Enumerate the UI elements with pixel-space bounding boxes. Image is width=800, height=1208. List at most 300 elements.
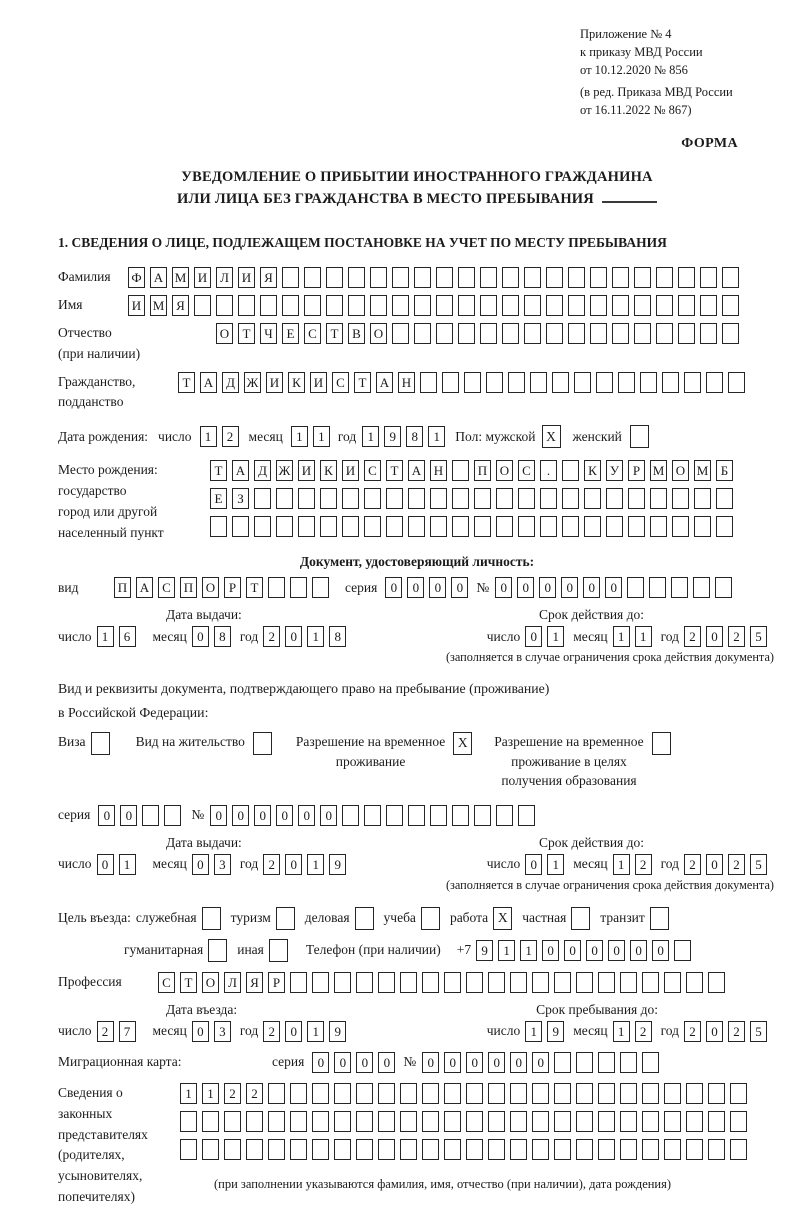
char-cell[interactable] bbox=[694, 488, 711, 509]
char-cell[interactable] bbox=[546, 295, 563, 316]
char-cell[interactable]: 9 bbox=[329, 1021, 346, 1042]
char-cell[interactable]: Л bbox=[216, 267, 233, 288]
char-cell[interactable]: О bbox=[496, 460, 513, 481]
char-cell[interactable]: С bbox=[364, 460, 381, 481]
char-cell[interactable]: 2 bbox=[728, 854, 745, 875]
char-cell[interactable]: Ф bbox=[128, 267, 145, 288]
char-cell[interactable] bbox=[254, 488, 271, 509]
char-cell[interactable]: 0 bbox=[210, 805, 227, 826]
char-cell[interactable]: О bbox=[370, 323, 387, 344]
char-cell[interactable]: 0 bbox=[561, 577, 578, 598]
char-cell[interactable]: И bbox=[342, 460, 359, 481]
char-cell[interactable] bbox=[510, 1083, 527, 1104]
char-cell[interactable]: Т bbox=[246, 577, 263, 598]
char-cell[interactable]: К bbox=[584, 460, 601, 481]
char-cell[interactable] bbox=[312, 1139, 329, 1160]
char-cell[interactable]: Д bbox=[254, 460, 271, 481]
char-cell[interactable]: 9 bbox=[547, 1021, 564, 1042]
char-cell[interactable] bbox=[634, 295, 651, 316]
char-cell[interactable] bbox=[378, 972, 395, 993]
char-cell[interactable]: М bbox=[150, 295, 167, 316]
char-cell[interactable] bbox=[408, 516, 425, 537]
char-cell[interactable]: С bbox=[518, 460, 535, 481]
char-cell[interactable] bbox=[466, 972, 483, 993]
char-cell[interactable]: 3 bbox=[214, 1021, 231, 1042]
char-cell[interactable]: 2 bbox=[684, 1021, 701, 1042]
char-cell[interactable] bbox=[706, 372, 723, 393]
char-cell[interactable] bbox=[312, 1111, 329, 1132]
char-cell[interactable]: Т bbox=[210, 460, 227, 481]
char-cell[interactable] bbox=[620, 1083, 637, 1104]
char-cell[interactable] bbox=[678, 323, 695, 344]
char-cell[interactable]: 0 bbox=[542, 940, 559, 961]
char-cell[interactable]: 2 bbox=[222, 426, 239, 447]
char-cell[interactable] bbox=[664, 1083, 681, 1104]
char-cell[interactable] bbox=[693, 577, 710, 598]
char-cell[interactable] bbox=[650, 488, 667, 509]
char-cell[interactable] bbox=[488, 1111, 505, 1132]
char-cell[interactable] bbox=[620, 972, 637, 993]
char-cell[interactable]: 0 bbox=[564, 940, 581, 961]
char-cell[interactable] bbox=[620, 1111, 637, 1132]
char-cell[interactable]: 1 bbox=[547, 854, 564, 875]
char-cell[interactable] bbox=[532, 1111, 549, 1132]
char-cell[interactable] bbox=[452, 460, 469, 481]
char-cell[interactable]: 0 bbox=[495, 577, 512, 598]
char-cell[interactable]: Т bbox=[180, 972, 197, 993]
char-cell[interactable] bbox=[546, 267, 563, 288]
char-cell[interactable]: 1 bbox=[613, 626, 630, 647]
char-cell[interactable] bbox=[232, 516, 249, 537]
char-cell[interactable] bbox=[524, 323, 541, 344]
char-cell[interactable] bbox=[628, 488, 645, 509]
char-cell[interactable] bbox=[466, 1111, 483, 1132]
char-cell[interactable] bbox=[474, 805, 491, 826]
char-cell[interactable] bbox=[364, 516, 381, 537]
char-cell[interactable] bbox=[678, 267, 695, 288]
char-cell[interactable] bbox=[554, 972, 571, 993]
char-cell[interactable] bbox=[488, 972, 505, 993]
char-cell[interactable] bbox=[282, 267, 299, 288]
char-cell[interactable] bbox=[216, 295, 233, 316]
char-cell[interactable] bbox=[320, 488, 337, 509]
char-cell[interactable] bbox=[612, 323, 629, 344]
char-cell[interactable] bbox=[342, 488, 359, 509]
female-checkbox[interactable] bbox=[630, 425, 649, 448]
char-cell[interactable]: Т bbox=[238, 323, 255, 344]
char-cell[interactable] bbox=[620, 1052, 637, 1073]
char-cell[interactable] bbox=[422, 1111, 439, 1132]
char-cell[interactable] bbox=[488, 1083, 505, 1104]
char-cell[interactable]: 1 bbox=[313, 426, 330, 447]
char-cell[interactable]: 0 bbox=[276, 805, 293, 826]
char-cell[interactable]: И bbox=[238, 267, 255, 288]
char-cell[interactable] bbox=[420, 372, 437, 393]
purpose-turizm-checkbox[interactable] bbox=[276, 907, 295, 930]
char-cell[interactable] bbox=[334, 1111, 351, 1132]
char-cell[interactable]: П bbox=[114, 577, 131, 598]
char-cell[interactable] bbox=[356, 972, 373, 993]
char-cell[interactable]: 0 bbox=[312, 1052, 329, 1073]
char-cell[interactable]: 0 bbox=[356, 1052, 373, 1073]
char-cell[interactable]: 0 bbox=[630, 940, 647, 961]
char-cell[interactable] bbox=[574, 372, 591, 393]
char-cell[interactable] bbox=[627, 577, 644, 598]
char-cell[interactable]: 0 bbox=[608, 940, 625, 961]
char-cell[interactable] bbox=[442, 372, 459, 393]
char-cell[interactable] bbox=[606, 488, 623, 509]
char-cell[interactable]: А bbox=[408, 460, 425, 481]
char-cell[interactable] bbox=[392, 295, 409, 316]
char-cell[interactable] bbox=[238, 295, 255, 316]
char-cell[interactable]: 0 bbox=[385, 577, 402, 598]
char-cell[interactable] bbox=[618, 372, 635, 393]
char-cell[interactable] bbox=[562, 488, 579, 509]
char-cell[interactable] bbox=[436, 323, 453, 344]
char-cell[interactable] bbox=[532, 1139, 549, 1160]
char-cell[interactable]: 0 bbox=[652, 940, 669, 961]
char-cell[interactable] bbox=[458, 323, 475, 344]
char-cell[interactable] bbox=[656, 295, 673, 316]
char-cell[interactable]: Т bbox=[386, 460, 403, 481]
char-cell[interactable]: 1 bbox=[428, 426, 445, 447]
char-cell[interactable] bbox=[364, 805, 381, 826]
char-cell[interactable] bbox=[356, 1083, 373, 1104]
char-cell[interactable] bbox=[246, 1139, 263, 1160]
char-cell[interactable] bbox=[554, 1083, 571, 1104]
char-cell[interactable]: И bbox=[310, 372, 327, 393]
char-cell[interactable]: 2 bbox=[97, 1021, 114, 1042]
char-cell[interactable] bbox=[700, 295, 717, 316]
char-cell[interactable] bbox=[722, 295, 739, 316]
char-cell[interactable] bbox=[164, 805, 181, 826]
char-cell[interactable] bbox=[458, 295, 475, 316]
char-cell[interactable]: 0 bbox=[98, 805, 115, 826]
purpose-inaya-checkbox[interactable] bbox=[269, 939, 288, 962]
char-cell[interactable] bbox=[464, 372, 481, 393]
char-cell[interactable] bbox=[730, 1139, 747, 1160]
char-cell[interactable]: 1 bbox=[307, 626, 324, 647]
char-cell[interactable] bbox=[210, 516, 227, 537]
char-cell[interactable]: 0 bbox=[378, 1052, 395, 1073]
char-cell[interactable] bbox=[554, 1139, 571, 1160]
char-cell[interactable] bbox=[290, 577, 307, 598]
char-cell[interactable]: 7 bbox=[119, 1021, 136, 1042]
char-cell[interactable] bbox=[480, 295, 497, 316]
char-cell[interactable] bbox=[612, 267, 629, 288]
char-cell[interactable]: Р bbox=[224, 577, 241, 598]
char-cell[interactable] bbox=[342, 516, 359, 537]
char-cell[interactable] bbox=[598, 1111, 615, 1132]
char-cell[interactable] bbox=[268, 577, 285, 598]
char-cell[interactable]: 0 bbox=[232, 805, 249, 826]
char-cell[interactable]: 2 bbox=[728, 626, 745, 647]
char-cell[interactable]: 0 bbox=[583, 577, 600, 598]
char-cell[interactable]: Е bbox=[282, 323, 299, 344]
char-cell[interactable] bbox=[268, 1139, 285, 1160]
char-cell[interactable]: 2 bbox=[684, 854, 701, 875]
char-cell[interactable] bbox=[596, 372, 613, 393]
char-cell[interactable] bbox=[510, 972, 527, 993]
char-cell[interactable] bbox=[290, 972, 307, 993]
char-cell[interactable]: В bbox=[348, 323, 365, 344]
char-cell[interactable] bbox=[716, 516, 733, 537]
char-cell[interactable] bbox=[364, 488, 381, 509]
char-cell[interactable]: 0 bbox=[285, 854, 302, 875]
char-cell[interactable]: М bbox=[650, 460, 667, 481]
char-cell[interactable] bbox=[642, 1052, 659, 1073]
char-cell[interactable] bbox=[246, 1111, 263, 1132]
char-cell[interactable] bbox=[282, 295, 299, 316]
char-cell[interactable] bbox=[496, 805, 513, 826]
char-cell[interactable]: 0 bbox=[706, 1021, 723, 1042]
char-cell[interactable] bbox=[532, 1083, 549, 1104]
char-cell[interactable]: 1 bbox=[307, 1021, 324, 1042]
char-cell[interactable] bbox=[224, 1111, 241, 1132]
char-cell[interactable] bbox=[598, 1083, 615, 1104]
char-cell[interactable] bbox=[400, 1139, 417, 1160]
char-cell[interactable]: О bbox=[202, 972, 219, 993]
char-cell[interactable] bbox=[480, 323, 497, 344]
char-cell[interactable] bbox=[268, 1083, 285, 1104]
char-cell[interactable] bbox=[326, 295, 343, 316]
char-cell[interactable] bbox=[606, 516, 623, 537]
char-cell[interactable]: 0 bbox=[706, 626, 723, 647]
char-cell[interactable]: 0 bbox=[586, 940, 603, 961]
char-cell[interactable] bbox=[730, 1083, 747, 1104]
char-cell[interactable] bbox=[320, 516, 337, 537]
char-cell[interactable]: 0 bbox=[510, 1052, 527, 1073]
char-cell[interactable] bbox=[224, 1139, 241, 1160]
char-cell[interactable] bbox=[628, 516, 645, 537]
char-cell[interactable] bbox=[686, 1111, 703, 1132]
char-cell[interactable] bbox=[590, 267, 607, 288]
char-cell[interactable]: Ж bbox=[276, 460, 293, 481]
char-cell[interactable]: 0 bbox=[407, 577, 424, 598]
char-cell[interactable] bbox=[510, 1111, 527, 1132]
char-cell[interactable]: 0 bbox=[285, 1021, 302, 1042]
char-cell[interactable]: 2 bbox=[635, 1021, 652, 1042]
char-cell[interactable]: Р bbox=[268, 972, 285, 993]
char-cell[interactable]: М bbox=[694, 460, 711, 481]
char-cell[interactable] bbox=[540, 516, 557, 537]
char-cell[interactable] bbox=[722, 323, 739, 344]
char-cell[interactable]: Л bbox=[224, 972, 241, 993]
char-cell[interactable] bbox=[642, 1111, 659, 1132]
char-cell[interactable] bbox=[672, 488, 689, 509]
char-cell[interactable] bbox=[290, 1139, 307, 1160]
char-cell[interactable]: Т bbox=[326, 323, 343, 344]
char-cell[interactable] bbox=[642, 1139, 659, 1160]
char-cell[interactable]: Я bbox=[246, 972, 263, 993]
char-cell[interactable] bbox=[686, 972, 703, 993]
char-cell[interactable] bbox=[260, 295, 277, 316]
char-cell[interactable] bbox=[474, 488, 491, 509]
char-cell[interactable] bbox=[480, 267, 497, 288]
char-cell[interactable]: 1 bbox=[520, 940, 537, 961]
char-cell[interactable] bbox=[568, 323, 585, 344]
char-cell[interactable]: 2 bbox=[684, 626, 701, 647]
char-cell[interactable] bbox=[378, 1139, 395, 1160]
char-cell[interactable] bbox=[640, 372, 657, 393]
residence-permit-checkbox[interactable] bbox=[253, 732, 272, 755]
char-cell[interactable] bbox=[430, 488, 447, 509]
char-cell[interactable] bbox=[298, 488, 315, 509]
purpose-chastnaya-checkbox[interactable] bbox=[571, 907, 590, 930]
char-cell[interactable] bbox=[708, 972, 725, 993]
char-cell[interactable] bbox=[312, 577, 329, 598]
char-cell[interactable] bbox=[304, 267, 321, 288]
char-cell[interactable] bbox=[458, 267, 475, 288]
char-cell[interactable] bbox=[524, 295, 541, 316]
char-cell[interactable]: 0 bbox=[525, 854, 542, 875]
char-cell[interactable] bbox=[620, 1139, 637, 1160]
char-cell[interactable] bbox=[312, 1083, 329, 1104]
char-cell[interactable] bbox=[408, 805, 425, 826]
char-cell[interactable]: 0 bbox=[532, 1052, 549, 1073]
char-cell[interactable]: 0 bbox=[444, 1052, 461, 1073]
char-cell[interactable]: 8 bbox=[329, 626, 346, 647]
char-cell[interactable] bbox=[254, 516, 271, 537]
char-cell[interactable] bbox=[656, 323, 673, 344]
char-cell[interactable]: С bbox=[158, 972, 175, 993]
char-cell[interactable] bbox=[452, 805, 469, 826]
char-cell[interactable] bbox=[436, 295, 453, 316]
char-cell[interactable] bbox=[664, 1111, 681, 1132]
char-cell[interactable] bbox=[590, 323, 607, 344]
char-cell[interactable] bbox=[276, 488, 293, 509]
char-cell[interactable]: 0 bbox=[285, 626, 302, 647]
char-cell[interactable] bbox=[378, 1111, 395, 1132]
char-cell[interactable]: 1 bbox=[362, 426, 379, 447]
char-cell[interactable] bbox=[496, 516, 513, 537]
char-cell[interactable] bbox=[576, 1111, 593, 1132]
char-cell[interactable] bbox=[576, 1052, 593, 1073]
char-cell[interactable] bbox=[708, 1083, 725, 1104]
char-cell[interactable] bbox=[662, 372, 679, 393]
char-cell[interactable] bbox=[430, 516, 447, 537]
char-cell[interactable] bbox=[334, 1083, 351, 1104]
char-cell[interactable] bbox=[326, 267, 343, 288]
char-cell[interactable]: 0 bbox=[539, 577, 556, 598]
purpose-ucheba-checkbox[interactable] bbox=[421, 907, 440, 930]
char-cell[interactable]: У bbox=[606, 460, 623, 481]
char-cell[interactable]: О bbox=[202, 577, 219, 598]
char-cell[interactable]: 1 bbox=[613, 1021, 630, 1042]
char-cell[interactable]: 6 bbox=[119, 626, 136, 647]
char-cell[interactable] bbox=[664, 972, 681, 993]
char-cell[interactable]: 9 bbox=[476, 940, 493, 961]
char-cell[interactable]: А bbox=[376, 372, 393, 393]
char-cell[interactable] bbox=[444, 972, 461, 993]
char-cell[interactable] bbox=[436, 267, 453, 288]
char-cell[interactable] bbox=[540, 488, 557, 509]
char-cell[interactable] bbox=[386, 488, 403, 509]
char-cell[interactable]: Б bbox=[716, 460, 733, 481]
char-cell[interactable]: 2 bbox=[263, 854, 280, 875]
char-cell[interactable]: М bbox=[172, 267, 189, 288]
male-checkbox[interactable]: X bbox=[542, 425, 561, 448]
purpose-rabota-checkbox[interactable]: X bbox=[493, 907, 512, 930]
char-cell[interactable] bbox=[715, 577, 732, 598]
edu-residence-checkbox[interactable] bbox=[652, 732, 671, 755]
char-cell[interactable]: 0 bbox=[525, 626, 542, 647]
char-cell[interactable] bbox=[422, 1139, 439, 1160]
char-cell[interactable]: О bbox=[216, 323, 233, 344]
purpose-tranzit-checkbox[interactable] bbox=[650, 907, 669, 930]
char-cell[interactable] bbox=[524, 267, 541, 288]
char-cell[interactable] bbox=[508, 372, 525, 393]
char-cell[interactable] bbox=[194, 295, 211, 316]
char-cell[interactable]: 0 bbox=[334, 1052, 351, 1073]
char-cell[interactable] bbox=[370, 267, 387, 288]
char-cell[interactable]: 0 bbox=[422, 1052, 439, 1073]
char-cell[interactable] bbox=[392, 323, 409, 344]
char-cell[interactable] bbox=[568, 295, 585, 316]
char-cell[interactable] bbox=[334, 1139, 351, 1160]
char-cell[interactable]: Е bbox=[210, 488, 227, 509]
char-cell[interactable]: 5 bbox=[750, 1021, 767, 1042]
char-cell[interactable] bbox=[356, 1111, 373, 1132]
char-cell[interactable] bbox=[642, 1083, 659, 1104]
char-cell[interactable]: И bbox=[128, 295, 145, 316]
purpose-gumanitarnaya-checkbox[interactable] bbox=[208, 939, 227, 962]
char-cell[interactable] bbox=[576, 1139, 593, 1160]
char-cell[interactable] bbox=[486, 372, 503, 393]
char-cell[interactable] bbox=[386, 805, 403, 826]
char-cell[interactable] bbox=[202, 1111, 219, 1132]
char-cell[interactable] bbox=[598, 1052, 615, 1073]
char-cell[interactable]: 1 bbox=[525, 1021, 542, 1042]
char-cell[interactable]: А bbox=[150, 267, 167, 288]
char-cell[interactable] bbox=[370, 295, 387, 316]
purpose-sluzhebnaya-checkbox[interactable] bbox=[202, 907, 221, 930]
char-cell[interactable] bbox=[422, 972, 439, 993]
char-cell[interactable]: 1 bbox=[613, 854, 630, 875]
char-cell[interactable]: Т bbox=[178, 372, 195, 393]
char-cell[interactable] bbox=[414, 295, 431, 316]
char-cell[interactable]: А bbox=[200, 372, 217, 393]
char-cell[interactable]: Т bbox=[354, 372, 371, 393]
char-cell[interactable] bbox=[466, 1083, 483, 1104]
char-cell[interactable] bbox=[730, 1111, 747, 1132]
char-cell[interactable] bbox=[716, 488, 733, 509]
char-cell[interactable]: И bbox=[194, 267, 211, 288]
char-cell[interactable]: О bbox=[672, 460, 689, 481]
char-cell[interactable]: 1 bbox=[547, 626, 564, 647]
char-cell[interactable] bbox=[562, 516, 579, 537]
char-cell[interactable] bbox=[452, 516, 469, 537]
char-cell[interactable] bbox=[202, 1139, 219, 1160]
char-cell[interactable] bbox=[612, 295, 629, 316]
char-cell[interactable]: 1 bbox=[200, 426, 217, 447]
char-cell[interactable] bbox=[686, 1139, 703, 1160]
char-cell[interactable]: 0 bbox=[451, 577, 468, 598]
char-cell[interactable]: К bbox=[288, 372, 305, 393]
char-cell[interactable]: 0 bbox=[517, 577, 534, 598]
char-cell[interactable] bbox=[518, 805, 535, 826]
char-cell[interactable]: 8 bbox=[214, 626, 231, 647]
char-cell[interactable]: 1 bbox=[180, 1083, 197, 1104]
char-cell[interactable]: 0 bbox=[320, 805, 337, 826]
char-cell[interactable] bbox=[576, 972, 593, 993]
char-cell[interactable]: З bbox=[232, 488, 249, 509]
char-cell[interactable] bbox=[502, 323, 519, 344]
char-cell[interactable] bbox=[452, 488, 469, 509]
char-cell[interactable]: 0 bbox=[298, 805, 315, 826]
char-cell[interactable]: 1 bbox=[307, 854, 324, 875]
char-cell[interactable]: 3 bbox=[214, 854, 231, 875]
